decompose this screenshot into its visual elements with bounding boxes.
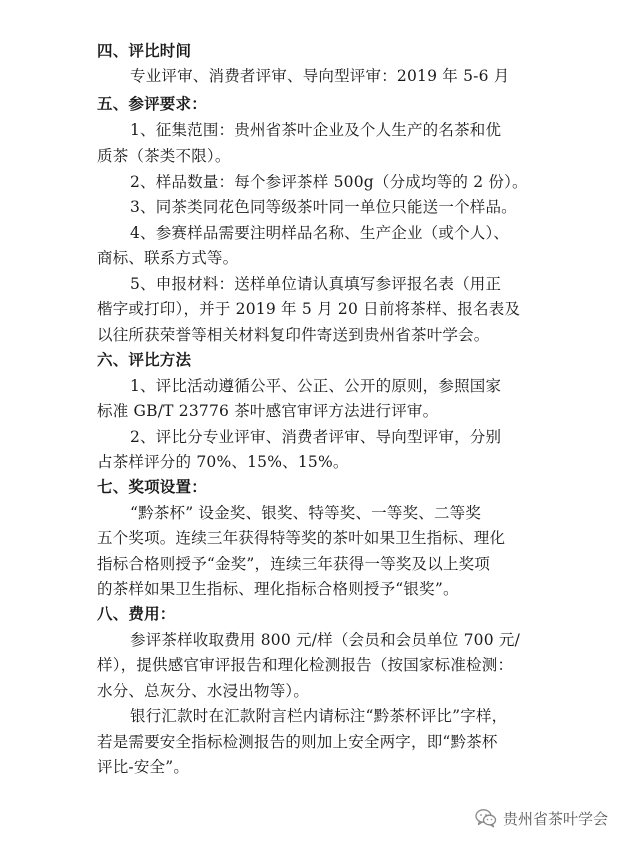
text-line: 商标、联系方式等。 [97, 249, 239, 267]
text-line: 银行汇款时在汇款附言栏内请标注“黔茶杯评比”字样， [130, 707, 508, 725]
text-line: 评比-安全”。 [97, 758, 190, 776]
account-watermark [475, 806, 608, 830]
text-line: 参评茶样收取费用 800 元/样（会员和会员单位 700 元/ [130, 631, 521, 649]
text-line: 指标合格则授予“金奖”，连续三年获得一等奖及以上奖项 [97, 555, 491, 573]
text-line: 3、同茶类同花色同等级茶叶同一单位只能送一个样品。 [130, 198, 517, 216]
text-line: 样），提供感官审评报告和理化检测报告（按国家标准检测： [97, 656, 514, 674]
section-heading: 八、费用： [97, 605, 176, 623]
text-line: 标准 GB/T 23776 茶叶感官审评方法进行评审。 [97, 402, 439, 420]
section-heading: 五、参评要求： [97, 95, 207, 113]
text-line: 楷字或打印），并于 2019 年 5 月 20 日前将茶样、报名表及 [97, 300, 521, 318]
text-line: 5、申报材料：送样单位请认真填写参评报名表（用正 [130, 275, 502, 293]
text-line: 1、评比活动遵循公平、公正、公开的原则，参照国家 [130, 377, 502, 395]
section-heading: 四、评比时间 [97, 42, 192, 60]
text-line: “黔茶杯” 设金奖、银奖、特等奖、一等奖、二等奖 [130, 504, 482, 522]
text-line: 占茶样评分的 70%、15%、15%。 [97, 453, 349, 471]
text-line: 2、样品数量：每个参评茶样 500g（分成均等的 2 份）。 [130, 173, 528, 191]
text-line: 以往所获荣誉等相关材料复印件寄送到贵州省茶叶学会。 [97, 326, 490, 344]
text-line: 4、参赛样品需要注明样品名称、生产企业（或个人）、 [130, 224, 510, 242]
text-line: 质茶（茶类不限）。 [97, 147, 231, 165]
section-heading: 六、评比方法 [97, 351, 192, 369]
text-line: 五个奖项。连续三年获得特等奖的茶叶如果卫生指标、理化 [97, 529, 506, 547]
text-line: 若是需要安全指标检测报告的则加上安全两字，即“黔茶杯 [97, 733, 498, 751]
wechat-icon [475, 808, 497, 828]
text-line: 的茶样如果卫生指标、理化指标合格则授予“银奖”。 [97, 580, 459, 598]
text-line: 1、征集范围：贵州省茶叶企业及个人生产的名茶和优 [130, 121, 502, 139]
section-heading: 七、奖项设置： [97, 478, 207, 496]
text-line: 水分、总灰分、水浸出物等）。 [97, 682, 310, 700]
text-line: 2、评比分专业评审、消费者评审、导向型评审，分别 [130, 428, 502, 446]
text-line: 专业评审、消费者评审、导向型评审：2019 年 5-6 月 [130, 67, 510, 85]
watermark-text: 贵州省茶叶学会 [502, 809, 608, 828]
